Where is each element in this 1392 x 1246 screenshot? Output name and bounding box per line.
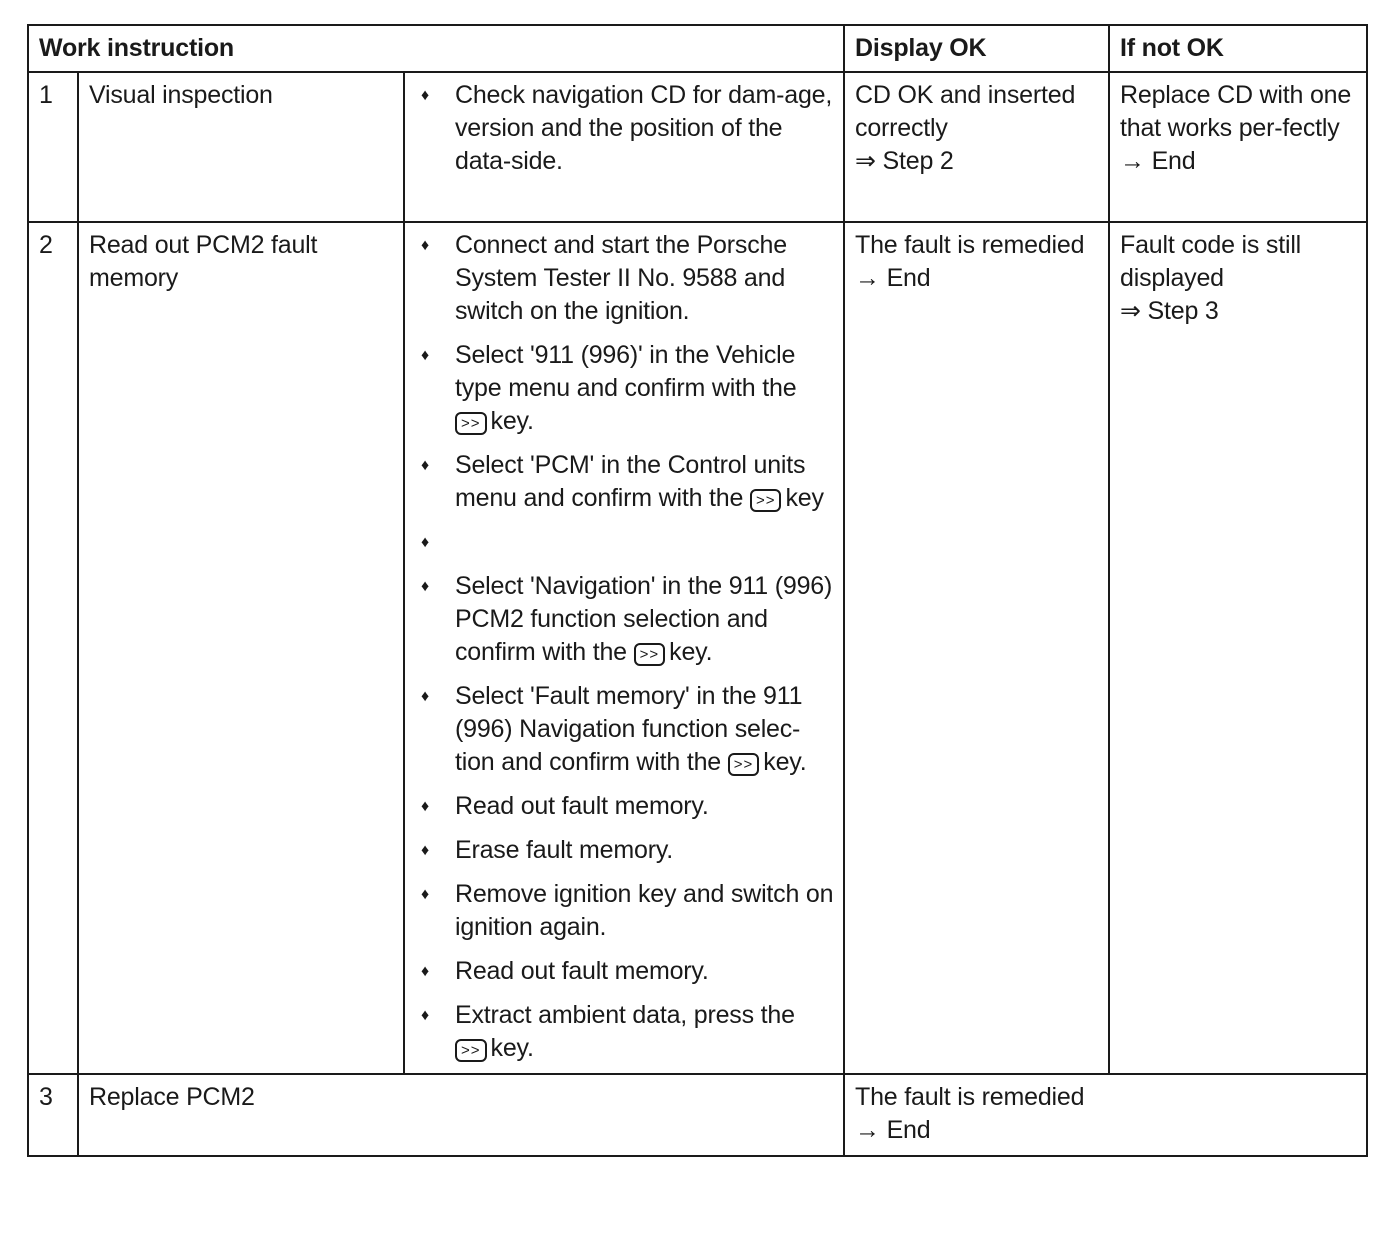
step-number: 3 xyxy=(28,1074,78,1156)
task-cell: Read out PCM2 fault memory xyxy=(78,222,404,1074)
step-text: Erase fault memory. xyxy=(455,836,674,864)
bullet-icon: ♦ xyxy=(421,1007,429,1024)
forward-key-icon: >> xyxy=(634,643,666,666)
bullet-icon: ♦ xyxy=(421,688,429,705)
step-text: Read out fault memory. xyxy=(455,792,709,820)
step-text: Select 'Fault memory' in the 911 (996) Navigation function selec-tion and confirm with the xyxy=(455,682,803,776)
step-text: Connect and start the Porsche System Tester II No. 9588 and switch on the ignition. xyxy=(455,231,787,325)
bullet-icon: ♦ xyxy=(421,457,429,474)
not-ok-cell xyxy=(1109,222,1367,1074)
bullet-icon: ♦ xyxy=(421,842,429,859)
forward-key-icon: >> xyxy=(728,753,760,776)
step-item xyxy=(415,526,834,559)
bullet-icon: ♦ xyxy=(421,886,429,903)
step-item xyxy=(415,999,834,1065)
step-item xyxy=(415,680,834,779)
header-work-instruction: Work instruction xyxy=(28,25,844,72)
bullet-icon: ♦ xyxy=(421,963,429,980)
step-text: Remove ignition key and switch on ignition again. xyxy=(455,880,834,941)
step-text-after: key. xyxy=(669,638,713,666)
step-item xyxy=(415,878,834,944)
bullet-icon: ♦ xyxy=(421,578,429,595)
step-text: Read out fault memory. xyxy=(455,957,709,985)
step-text: Check navigation CD for dam-age, version and the position of the data-side. xyxy=(455,81,833,175)
step-text: Extract ambient data, press the xyxy=(455,1001,795,1029)
step-text: Select 'PCM' in the Control units menu and confirm with the xyxy=(455,451,806,512)
forward-key-icon: >> xyxy=(750,489,782,512)
display-ok-cell xyxy=(844,1074,1367,1156)
bullet-icon: ♦ xyxy=(421,798,429,815)
steps-cell xyxy=(404,72,844,222)
table-row xyxy=(28,222,1367,1074)
display-ok-result: → End xyxy=(855,1116,931,1144)
task-cell: Visual inspection xyxy=(78,72,404,222)
display-ok-text: CD OK and inserted correctly xyxy=(855,81,1076,142)
bullet-icon: ♦ xyxy=(421,347,429,364)
step-item xyxy=(415,229,834,328)
step-text-after: key. xyxy=(490,1034,534,1062)
step-text-after: key. xyxy=(490,407,534,435)
bullet-icon: ♦ xyxy=(421,87,429,104)
display-ok-result: ⇒ Step 2 xyxy=(855,147,954,175)
table-row xyxy=(28,1074,1367,1156)
work-instruction-table xyxy=(27,24,1368,1157)
table-row xyxy=(28,72,1367,222)
step-text-after: key xyxy=(785,484,824,512)
step-item xyxy=(415,834,834,867)
header-if-not-ok: If not OK xyxy=(1109,25,1367,72)
step-text-after: key. xyxy=(763,748,807,776)
step-number: 2 xyxy=(28,222,78,1074)
bullet-icon: ♦ xyxy=(421,534,429,551)
steps-cell xyxy=(404,222,844,1074)
step-item xyxy=(415,955,834,988)
not-ok-text: Replace CD with one that works per-fectly xyxy=(1120,81,1352,142)
step-text: Select 'Navigation' in the 911 (996) PCM2 function selection and confirm with the xyxy=(455,572,833,666)
not-ok-result: ⇒ Step 3 xyxy=(1120,297,1219,325)
bullet-icon: ♦ xyxy=(421,237,429,254)
not-ok-cell xyxy=(1109,72,1367,222)
step-item xyxy=(415,339,834,438)
step-item xyxy=(415,79,834,178)
header-row xyxy=(28,25,1367,72)
forward-key-icon: >> xyxy=(455,412,487,435)
step-item xyxy=(415,449,834,515)
header-display-ok: Display OK xyxy=(844,25,1109,72)
not-ok-text: Fault code is still displayed xyxy=(1120,231,1302,292)
step-list xyxy=(415,79,834,178)
step-list xyxy=(415,229,834,1065)
display-ok-cell xyxy=(844,72,1109,222)
display-ok-result: → End xyxy=(855,264,931,292)
display-ok-cell xyxy=(844,222,1109,1074)
task-cell: Replace PCM2 xyxy=(78,1074,844,1156)
not-ok-result: → End xyxy=(1120,147,1196,175)
forward-key-icon: >> xyxy=(455,1039,487,1062)
display-ok-text: The fault is remedied xyxy=(855,1083,1085,1111)
step-item xyxy=(415,790,834,823)
step-item xyxy=(415,570,834,669)
display-ok-text: The fault is remedied xyxy=(855,231,1085,259)
step-number: 1 xyxy=(28,72,78,222)
step-text: Select '911 (996)' in the Vehicle type menu and confirm with the xyxy=(455,341,797,402)
